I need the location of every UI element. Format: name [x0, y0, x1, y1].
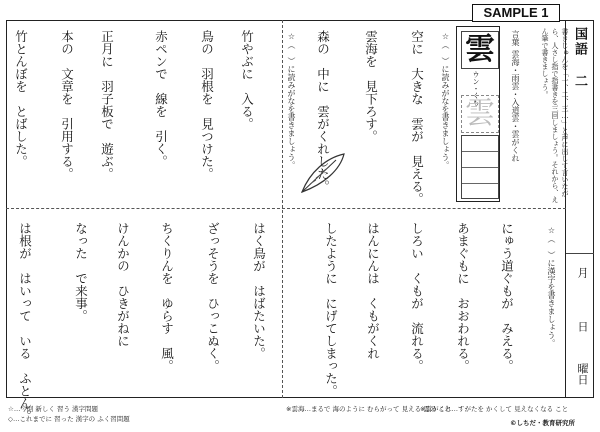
writing-grid	[461, 135, 499, 199]
q4-line-4: けんかの ひきがねに	[115, 222, 131, 347]
side-divider	[566, 253, 594, 254]
horizontal-divider	[6, 208, 566, 209]
q1-line-3: 森の 中に 雲がくれした。	[315, 30, 331, 193]
q3-line-4: はんにんは くもがくれ	[365, 222, 381, 360]
q3-line-2: あまぐもに おおわれる。	[455, 222, 471, 372]
words-label: 言葉	[511, 30, 520, 46]
q2-instruction: ☆（ ）に読みがなを書きましょう。	[287, 32, 296, 169]
q4-line-5: なった で来事。	[73, 222, 89, 322]
kanji-practice-box	[456, 26, 500, 202]
q2-line-3: 赤ペンで 線を 引く。	[153, 30, 169, 168]
kanji-trace-character: 雲	[461, 95, 499, 133]
q3-line-1: にゅう道ぐもが みえる。	[499, 222, 515, 372]
q2-line-4: 正月に 羽子板で 遊ぶ。	[99, 30, 115, 180]
q4-line-6: は根が はいって いる ふとん。	[17, 222, 33, 422]
side-column	[566, 20, 594, 398]
q2-line-6: 竹とんぼを とばした。	[13, 30, 29, 168]
footer-legend-new: ☆…今回 新しく 習う 漢字問題	[8, 405, 99, 413]
q4-line-1: はく鳥が はばたいた。	[251, 222, 267, 360]
stroke-order-note: 書きじゅんを「一、二、三…」と声に出して言いながら、人さし指で指書きを三回しましょう。それから、えん筆で書きましょう。	[541, 28, 569, 203]
footer-note-unkai: ※雲海…まるで 海のように むらがって 見える 雲の こと	[286, 405, 452, 413]
q3-line-5: したように にげてしまった。	[323, 222, 339, 397]
kanji-words: 雲海・雨雲・入道雲・雲がくれ	[511, 50, 520, 162]
footer-legend-review: ◇…これまでに 習った 漢字の ふく習問題	[8, 415, 130, 423]
q4-line-3: ちくりんを ゆらす 風。	[159, 222, 175, 372]
q4-line-2: ざっそうを ひっこぬく。	[205, 222, 221, 372]
feather-illustration	[296, 150, 348, 196]
month-label: 月	[576, 267, 589, 278]
q1-instruction: ☆（ ）に読みがなを書きましょう。	[441, 32, 450, 169]
day-label: 日	[576, 321, 589, 332]
grade-label: 国語 二	[572, 27, 587, 89]
footer-note-kumogakure: ※雲がくれ…すがたを かくして 見えなくなる こと	[420, 405, 569, 413]
q1-line-1: 空に 大きな 雲が 見える。	[409, 30, 425, 205]
publisher-logo: ©しちだ・教育研究所	[510, 419, 575, 427]
q2-line-1: 竹やぶに 入る。	[239, 30, 255, 130]
q3-line-3: しろい くもが 流れる。	[409, 222, 425, 372]
vertical-divider	[282, 20, 283, 398]
weekday-label: 曜日	[576, 363, 589, 385]
kanji-reading: ウン・くも	[472, 71, 480, 106]
q2-line-5: 本の 文章を 引用する。	[59, 30, 75, 180]
q2-line-2: 鳥の 羽根を 見つけた。	[199, 30, 215, 180]
kanji-character: 雲	[461, 31, 499, 69]
sample-badge: SAMPLE 1	[472, 4, 560, 22]
q1-line-2: 雲海を 見下ろす。	[363, 30, 379, 143]
q3-instruction: ☆（ ）に漢字を書きましょう。	[547, 226, 556, 347]
